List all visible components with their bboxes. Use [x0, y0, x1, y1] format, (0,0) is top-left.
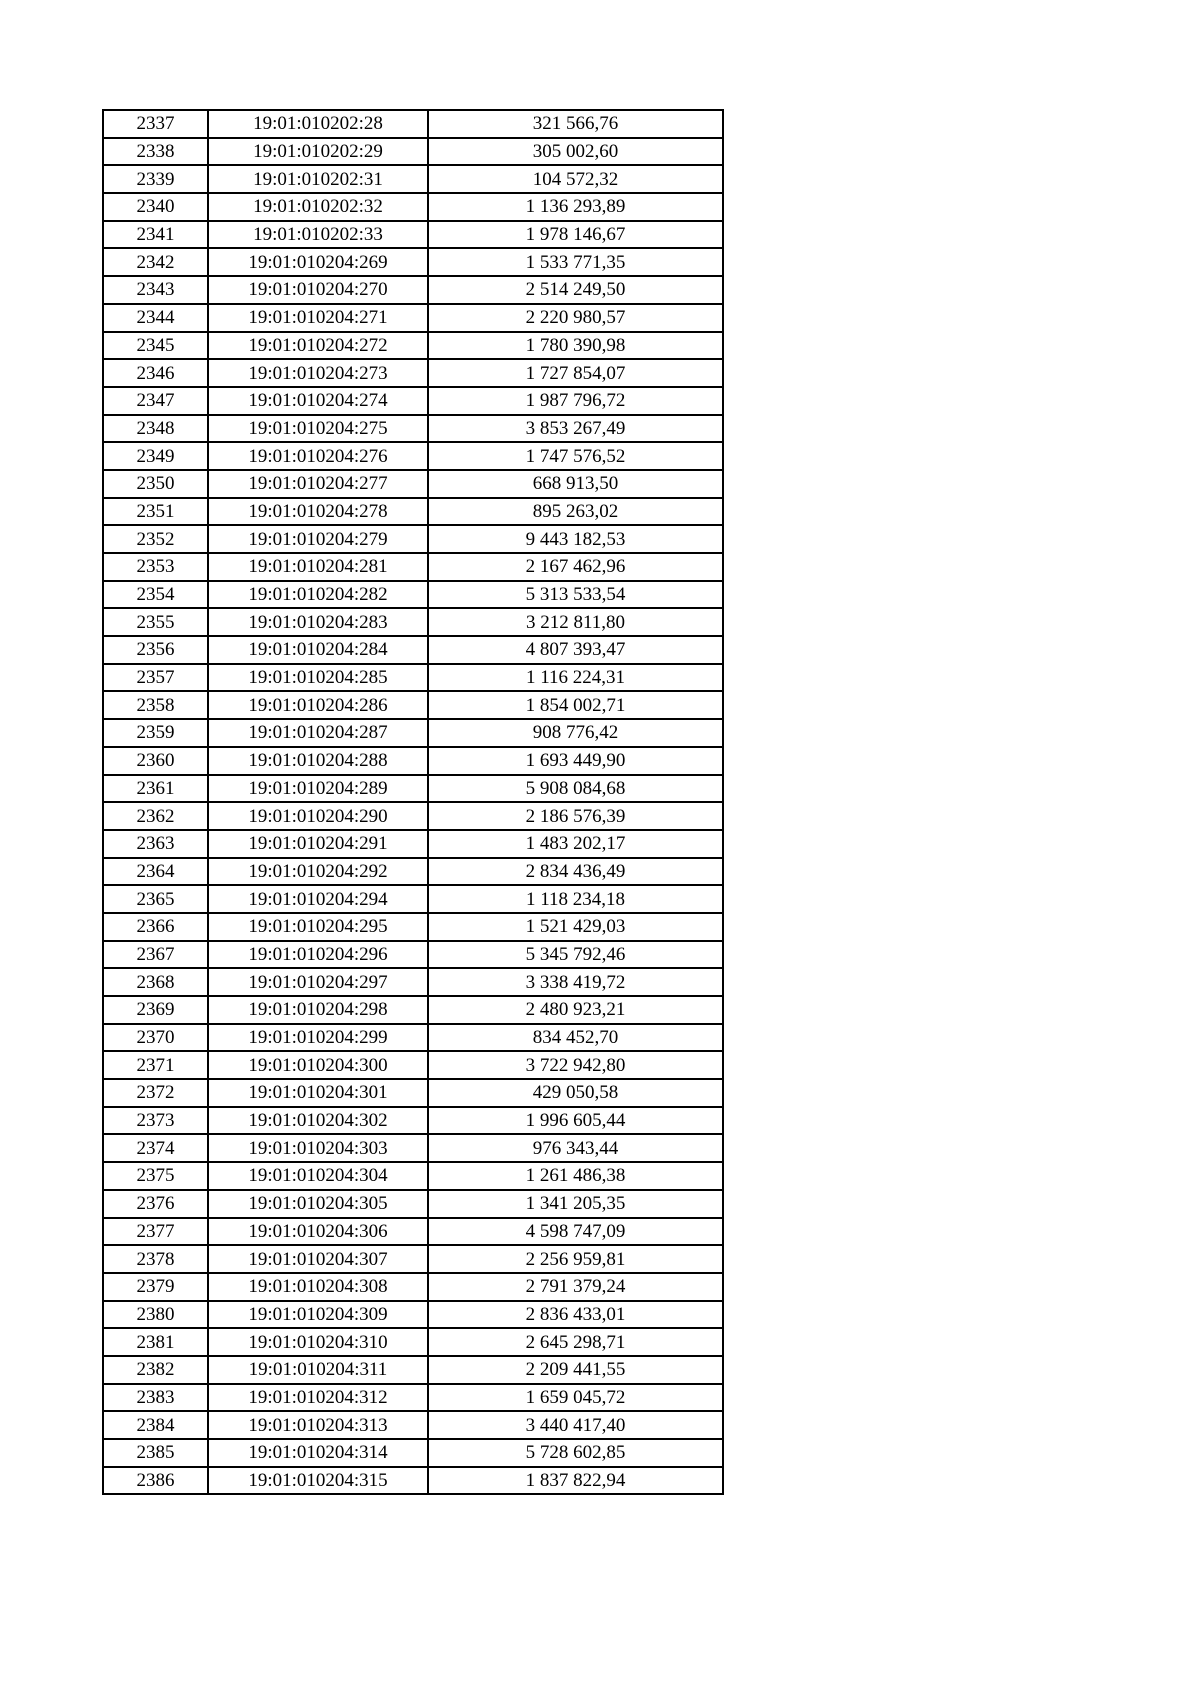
row-number-cell: 2360 — [103, 747, 208, 775]
value-cell: 5 908 084,68 — [428, 775, 723, 803]
value-cell: 1 837 822,94 — [428, 1467, 723, 1495]
row-number-cell: 2341 — [103, 221, 208, 249]
table-row — [103, 1190, 723, 1218]
table-row — [103, 1051, 723, 1079]
table-row — [103, 1328, 723, 1356]
table-row — [103, 110, 723, 138]
value-cell: 895 263,02 — [428, 498, 723, 526]
row-number-cell: 2384 — [103, 1411, 208, 1439]
table-row — [103, 138, 723, 166]
cadastral-number-cell: 19:01:010204:294 — [208, 885, 428, 913]
row-number-cell: 2374 — [103, 1134, 208, 1162]
cadastral-number-cell: 19:01:010202:32 — [208, 193, 428, 221]
cadastral-number-cell: 19:01:010204:299 — [208, 1024, 428, 1052]
cadastral-number-cell: 19:01:010204:296 — [208, 941, 428, 969]
value-cell: 2 480 923,21 — [428, 996, 723, 1024]
row-number-cell: 2348 — [103, 415, 208, 443]
cadastral-number-cell: 19:01:010204:283 — [208, 608, 428, 636]
table-row — [103, 775, 723, 803]
row-number-cell: 2364 — [103, 858, 208, 886]
cadastral-number-cell: 19:01:010204:312 — [208, 1384, 428, 1412]
value-cell: 4 807 393,47 — [428, 636, 723, 664]
cadastral-number-cell: 19:01:010204:297 — [208, 968, 428, 996]
row-number-cell: 2342 — [103, 248, 208, 276]
value-cell: 1 659 045,72 — [428, 1384, 723, 1412]
cadastral-number-cell: 19:01:010202:33 — [208, 221, 428, 249]
cadastral-number-cell: 19:01:010204:278 — [208, 498, 428, 526]
cadastral-number-cell: 19:01:010204:284 — [208, 636, 428, 664]
cadastral-number-cell: 19:01:010204:288 — [208, 747, 428, 775]
table-row — [103, 221, 723, 249]
value-cell: 1 136 293,89 — [428, 193, 723, 221]
value-cell: 3 440 417,40 — [428, 1411, 723, 1439]
row-number-cell: 2373 — [103, 1107, 208, 1135]
table-row — [103, 691, 723, 719]
cadastral-number-cell: 19:01:010204:304 — [208, 1162, 428, 1190]
cadastral-number-cell: 19:01:010204:310 — [208, 1328, 428, 1356]
value-cell: 1 978 146,67 — [428, 221, 723, 249]
cadastral-number-cell: 19:01:010204:306 — [208, 1218, 428, 1246]
row-number-cell: 2367 — [103, 941, 208, 969]
row-number-cell: 2361 — [103, 775, 208, 803]
table-row — [103, 1411, 723, 1439]
cadastral-number-cell: 19:01:010204:313 — [208, 1411, 428, 1439]
row-number-cell: 2351 — [103, 498, 208, 526]
cadastral-number-cell: 19:01:010204:303 — [208, 1134, 428, 1162]
table-row — [103, 1467, 723, 1495]
value-cell: 1 854 002,71 — [428, 691, 723, 719]
cadastral-number-cell: 19:01:010204:279 — [208, 525, 428, 553]
cadastral-number-cell: 19:01:010204:276 — [208, 442, 428, 470]
table-row — [103, 415, 723, 443]
table-row — [103, 581, 723, 609]
table-row — [103, 1384, 723, 1412]
table-row — [103, 498, 723, 526]
row-number-cell: 2343 — [103, 276, 208, 304]
table-row — [103, 719, 723, 747]
value-cell: 2 791 379,24 — [428, 1273, 723, 1301]
cadastral-number-cell: 19:01:010202:31 — [208, 165, 428, 193]
cadastral-number-cell: 19:01:010204:301 — [208, 1079, 428, 1107]
table-row — [103, 248, 723, 276]
row-number-cell: 2344 — [103, 304, 208, 332]
row-number-cell: 2365 — [103, 885, 208, 913]
table-row — [103, 1439, 723, 1467]
value-cell: 2 209 441,55 — [428, 1356, 723, 1384]
cadastral-number-cell: 19:01:010204:273 — [208, 359, 428, 387]
value-cell: 1 987 796,72 — [428, 387, 723, 415]
value-cell: 5 313 533,54 — [428, 581, 723, 609]
table-row — [103, 442, 723, 470]
cadastral-number-cell: 19:01:010202:29 — [208, 138, 428, 166]
table-row — [103, 1162, 723, 1190]
table-row — [103, 359, 723, 387]
table-row — [103, 553, 723, 581]
value-cell: 104 572,32 — [428, 165, 723, 193]
table-row — [103, 304, 723, 332]
value-cell: 2 645 298,71 — [428, 1328, 723, 1356]
row-number-cell: 2378 — [103, 1245, 208, 1273]
row-number-cell: 2380 — [103, 1301, 208, 1329]
value-cell: 429 050,58 — [428, 1079, 723, 1107]
row-number-cell: 2371 — [103, 1051, 208, 1079]
value-cell: 3 338 419,72 — [428, 968, 723, 996]
table-row — [103, 636, 723, 664]
row-number-cell: 2383 — [103, 1384, 208, 1412]
row-number-cell: 2379 — [103, 1273, 208, 1301]
value-cell: 1 533 771,35 — [428, 248, 723, 276]
cadastral-number-cell: 19:01:010204:286 — [208, 691, 428, 719]
cadastral-number-cell: 19:01:010204:307 — [208, 1245, 428, 1273]
row-number-cell: 2375 — [103, 1162, 208, 1190]
cadastral-number-cell: 19:01:010204:271 — [208, 304, 428, 332]
row-number-cell: 2357 — [103, 664, 208, 692]
table-row — [103, 470, 723, 498]
cadastral-number-cell: 19:01:010204:289 — [208, 775, 428, 803]
value-cell: 1 118 234,18 — [428, 885, 723, 913]
value-cell: 5 728 602,85 — [428, 1439, 723, 1467]
value-cell: 1 521 429,03 — [428, 913, 723, 941]
row-number-cell: 2349 — [103, 442, 208, 470]
value-cell: 2 514 249,50 — [428, 276, 723, 304]
table-row — [103, 165, 723, 193]
cadastral-number-cell: 19:01:010204:275 — [208, 415, 428, 443]
value-cell: 321 566,76 — [428, 110, 723, 138]
table-row — [103, 858, 723, 886]
row-number-cell: 2376 — [103, 1190, 208, 1218]
cadastral-number-cell: 19:01:010204:305 — [208, 1190, 428, 1218]
value-cell: 9 443 182,53 — [428, 525, 723, 553]
row-number-cell: 2350 — [103, 470, 208, 498]
table-row — [103, 276, 723, 304]
row-number-cell: 2347 — [103, 387, 208, 415]
cadastral-number-cell: 19:01:010204:295 — [208, 913, 428, 941]
cadastral-number-cell: 19:01:010204:282 — [208, 581, 428, 609]
row-number-cell: 2366 — [103, 913, 208, 941]
value-cell: 1 780 390,98 — [428, 332, 723, 360]
value-cell: 2 186 576,39 — [428, 802, 723, 830]
row-number-cell: 2356 — [103, 636, 208, 664]
value-cell: 1 727 854,07 — [428, 359, 723, 387]
row-number-cell: 2369 — [103, 996, 208, 1024]
table-row — [103, 525, 723, 553]
row-number-cell: 2354 — [103, 581, 208, 609]
value-cell: 2 256 959,81 — [428, 1245, 723, 1273]
table-row — [103, 830, 723, 858]
value-cell: 908 776,42 — [428, 719, 723, 747]
value-cell: 2 220 980,57 — [428, 304, 723, 332]
cadastral-number-cell: 19:01:010204:311 — [208, 1356, 428, 1384]
table-row — [103, 1356, 723, 1384]
cadastral-number-cell: 19:01:010204:292 — [208, 858, 428, 886]
value-cell: 3 853 267,49 — [428, 415, 723, 443]
cadastral-number-cell: 19:01:010204:281 — [208, 553, 428, 581]
row-number-cell: 2370 — [103, 1024, 208, 1052]
value-cell: 1 693 449,90 — [428, 747, 723, 775]
table-row — [103, 968, 723, 996]
value-cell: 305 002,60 — [428, 138, 723, 166]
cadastral-number-cell: 19:01:010204:290 — [208, 802, 428, 830]
row-number-cell: 2363 — [103, 830, 208, 858]
cadastral-number-cell: 19:01:010204:274 — [208, 387, 428, 415]
table-row — [103, 1134, 723, 1162]
cadastral-number-cell: 19:01:010204:291 — [208, 830, 428, 858]
value-cell: 4 598 747,09 — [428, 1218, 723, 1246]
cadastral-number-cell: 19:01:010204:287 — [208, 719, 428, 747]
row-number-cell: 2382 — [103, 1356, 208, 1384]
table-row — [103, 941, 723, 969]
row-number-cell: 2381 — [103, 1328, 208, 1356]
cadastral-number-cell: 19:01:010204:298 — [208, 996, 428, 1024]
row-number-cell: 2337 — [103, 110, 208, 138]
table-row — [103, 1107, 723, 1135]
table-row — [103, 1024, 723, 1052]
value-cell: 3 722 942,80 — [428, 1051, 723, 1079]
value-cell: 3 212 811,80 — [428, 608, 723, 636]
cadastral-number-cell: 19:01:010204:300 — [208, 1051, 428, 1079]
cadastral-number-cell: 19:01:010204:270 — [208, 276, 428, 304]
value-cell: 976 343,44 — [428, 1134, 723, 1162]
table-row — [103, 802, 723, 830]
row-number-cell: 2346 — [103, 359, 208, 387]
row-number-cell: 2352 — [103, 525, 208, 553]
value-cell: 2 167 462,96 — [428, 553, 723, 581]
value-cell: 668 913,50 — [428, 470, 723, 498]
cadastral-number-cell: 19:01:010204:314 — [208, 1439, 428, 1467]
value-cell: 1 116 224,31 — [428, 664, 723, 692]
value-cell: 1 483 202,17 — [428, 830, 723, 858]
value-cell: 2 834 436,49 — [428, 858, 723, 886]
value-cell: 834 452,70 — [428, 1024, 723, 1052]
row-number-cell: 2338 — [103, 138, 208, 166]
cadastral-value-table — [102, 109, 724, 1495]
value-cell: 1 341 205,35 — [428, 1190, 723, 1218]
value-cell: 2 836 433,01 — [428, 1301, 723, 1329]
row-number-cell: 2362 — [103, 802, 208, 830]
row-number-cell: 2359 — [103, 719, 208, 747]
table-row — [103, 1218, 723, 1246]
row-number-cell: 2358 — [103, 691, 208, 719]
table-row — [103, 332, 723, 360]
table-row — [103, 387, 723, 415]
table-row — [103, 747, 723, 775]
value-cell: 1 996 605,44 — [428, 1107, 723, 1135]
row-number-cell: 2355 — [103, 608, 208, 636]
cadastral-number-cell: 19:01:010204:315 — [208, 1467, 428, 1495]
cadastral-number-cell: 19:01:010204:308 — [208, 1273, 428, 1301]
table-row — [103, 1245, 723, 1273]
row-number-cell: 2340 — [103, 193, 208, 221]
value-cell: 5 345 792,46 — [428, 941, 723, 969]
table-row — [103, 664, 723, 692]
row-number-cell: 2368 — [103, 968, 208, 996]
table-row — [103, 885, 723, 913]
row-number-cell: 2345 — [103, 332, 208, 360]
row-number-cell: 2353 — [103, 553, 208, 581]
row-number-cell: 2385 — [103, 1439, 208, 1467]
cadastral-number-cell: 19:01:010204:272 — [208, 332, 428, 360]
row-number-cell: 2372 — [103, 1079, 208, 1107]
table-row — [103, 1273, 723, 1301]
value-cell: 1 747 576,52 — [428, 442, 723, 470]
cadastral-number-cell: 19:01:010204:269 — [208, 248, 428, 276]
value-cell: 1 261 486,38 — [428, 1162, 723, 1190]
table-row — [103, 1079, 723, 1107]
table-row — [103, 996, 723, 1024]
row-number-cell: 2339 — [103, 165, 208, 193]
table-row — [103, 608, 723, 636]
cadastral-number-cell: 19:01:010204:309 — [208, 1301, 428, 1329]
row-number-cell: 2377 — [103, 1218, 208, 1246]
cadastral-number-cell: 19:01:010204:277 — [208, 470, 428, 498]
table-row — [103, 913, 723, 941]
cadastral-number-cell: 19:01:010202:28 — [208, 110, 428, 138]
row-number-cell: 2386 — [103, 1467, 208, 1495]
cadastral-number-cell: 19:01:010204:302 — [208, 1107, 428, 1135]
table-body — [103, 110, 723, 1494]
table-row — [103, 193, 723, 221]
table-row — [103, 1301, 723, 1329]
cadastral-number-cell: 19:01:010204:285 — [208, 664, 428, 692]
